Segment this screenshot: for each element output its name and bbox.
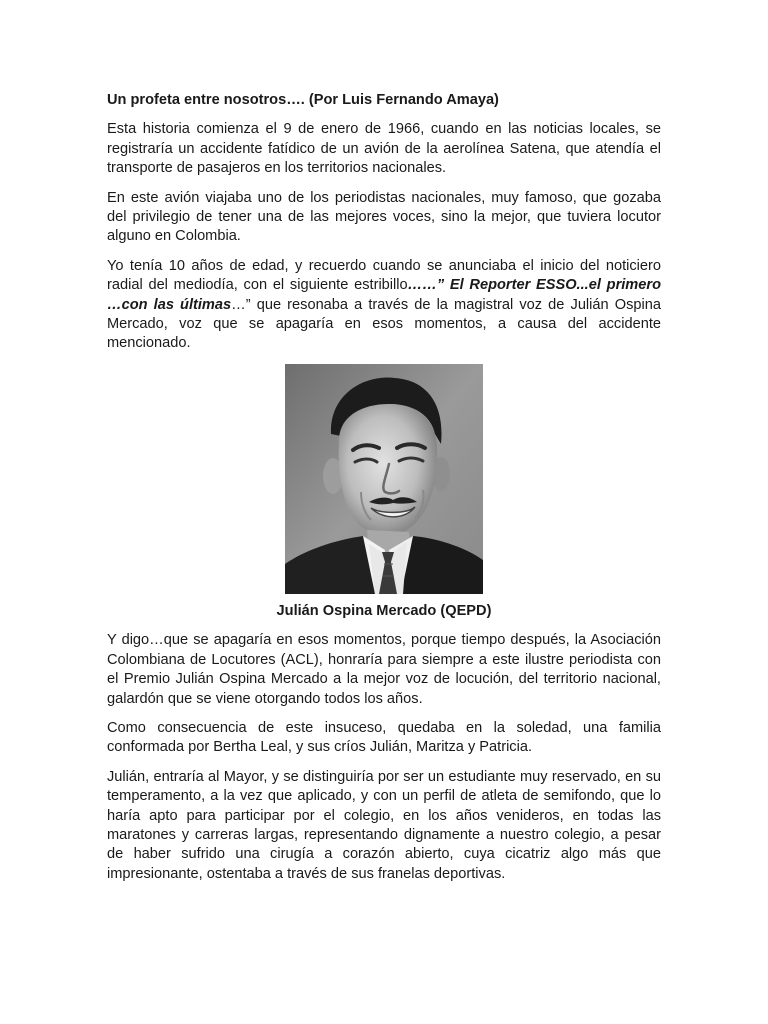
- paragraph-1: Esta historia comienza el 9 de enero de 1966, cuando en las noticias locales, se registraría un accidente fatídico de un avión de la aerolínea Satena, que atendía el transporte de pasajeros en los territorios nacionales.: [107, 121, 661, 177]
- photo-caption: Julián Ospina Mercado (QEPD): [276, 602, 492, 619]
- radio-jingle-quote: ……” El Reporter ESSO...el primero …con las últimas: [107, 277, 661, 313]
- paragraph-2: En este avión viajaba uno de los periodistas nacionales, muy famoso, que gozaba del privilegio de tener una de las mejores voces, sino la mejor, que tuviera locutor alguno en Colombia.: [107, 189, 661, 245]
- paragraph-3-intro: Yo tenía 10 años de edad, y recuerdo cuando se anunciaba el inicio del noticiero radial del mediodía, con el siguiente estribillo: [107, 257, 661, 294]
- paragraph-3: [107, 257, 661, 354]
- portrait-photo: [285, 364, 483, 594]
- paragraph-5: Como consecuencia de este insuceso, quedaba en la soledad, una familia conformada por Bertha Leal, y sus críos Julián, Maritza y Patricia.: [107, 719, 661, 756]
- paragraph-4: Y digo…que se apagaría en esos momentos, porque tiempo después, la Asociación Colombiana de Locutores (ACL), honraría para siempre a este ilustre periodista con el Premio Julián Ospina Mercado a la mejor voz de locución, del territorio nacional, galardón que se viene otorgando todos los años.: [107, 632, 661, 707]
- article-title: Un profeta entre nosotros…. (Por Luis Fernando Amaya): [107, 92, 499, 108]
- document-page: [107, 91, 661, 894]
- paragraph-6: Julián, entraría al Mayor, y se distinguiría por ser un estudiante muy reservado, en su temperamento, a la vez que aplicado, y con un perfil de atleta de semifondo, que lo haría apto para participar por el colegio, en los años venideros, en todas las maratones y carreras largas, representando dignamente a nuestro colegio, a pesar de haber sufrido una cirugía a corazón abierto, cuya cicatriz algo más que impresionante, ostentaba a través de sus franelas deportivas.: [107, 768, 661, 882]
- paragraph-3-rest: …” que resonaba a través de la magistral voz de Julián Ospina Mercado, voz que se apagaría en esos momentos, a causa del accidente mencionado.: [107, 296, 661, 352]
